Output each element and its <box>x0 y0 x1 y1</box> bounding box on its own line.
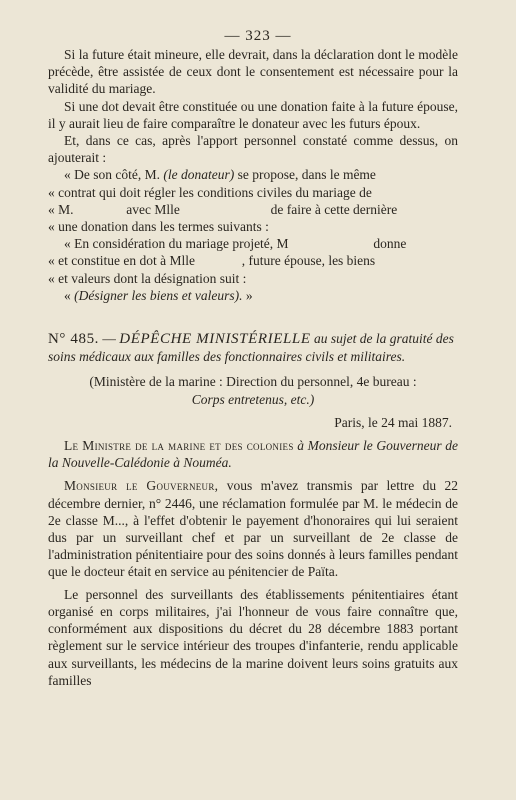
donation-formula <box>48 166 458 304</box>
formula-text: donne <box>373 236 407 252</box>
formula-text: « <box>64 287 71 303</box>
paragraph: Si la future était mineure, elle devrait, dans la déclaration dont le modèle précède, être assistée de ceux dont le consentement est nécessaire pour la validité du mariage. <box>48 47 458 97</box>
formula-line: « contrat qui doit régler les conditions civiles du mariage de <box>48 184 372 200</box>
letter-salutation: Monsieur le Gouverneur, <box>64 478 219 494</box>
formula-text: se propose, dans le même <box>237 167 376 183</box>
formula-italic: (le donateur) <box>163 167 235 183</box>
letter-text: vous m'avez transmis par lettre du 22 décembre dernier, n° 2446, une réclamation formulée par M. le médecin de 2e classe M..., à l'effet d'obtenir le payement d'honoraires qui lui seraient dus par un surveillant chef et par un surveillant de 2e classe de l'administration pénitentiaire pour des soins donnés à leurs familles pendant que le docteur était en service au pénitencier de Païta. <box>48 478 458 580</box>
section-heading <box>48 330 458 365</box>
paragraph: Si une dot devait être constituée ou une donation faite à la future épouse, il y aurait lieu de faire comparaître le donateur avec les futurs époux. <box>48 98 458 131</box>
formula-text: « M. <box>48 201 74 217</box>
letter-paragraph <box>48 477 458 580</box>
section-title: DÉPÊCHE MINISTÉRIELLE <box>119 331 311 348</box>
section-source: (Ministère de la marine : Direction du personnel, 4e bureau : <box>89 374 417 390</box>
dateline: Paris, le 24 mai 1887. <box>334 414 452 430</box>
section-source-detail: Corps entretenus, etc.) <box>191 391 315 407</box>
formula-line: « une donation dans les termes suivants : <box>48 219 269 235</box>
section-number: N° 485. <box>48 331 100 348</box>
section-subtitle: au sujet de la gratuité des soins médicaux aux familles des fonctionnaires civils et militaires. <box>48 331 454 365</box>
formula-italic: (Désigner les biens et valeurs). <box>74 287 243 303</box>
formula-text: « et constitue en dot à Mlle <box>48 253 195 269</box>
formula-text: avec Mlle <box>126 201 180 217</box>
formula-text: » <box>245 287 253 303</box>
formula-text: « De son côté, M. <box>64 167 160 183</box>
formula-line <box>48 166 458 183</box>
page-number: — 323 — <box>224 28 292 44</box>
formula-line <box>48 252 458 269</box>
address-sender: Le Ministre de la marine et des colonies <box>64 438 294 454</box>
letter-paragraph: Le personnel des surveillants des établissements pénitentiaires étant organisé en corps militaires, j'ai l'honneur de vous faire connaître que, conformément aux dispositions du décret du 28 décembre 1883 portant règlement sur le service intérieur des troupes d'infanterie, rendu applicable aux surveillants, les médecins de la marine doivent leurs soins gratuits aux familles <box>48 586 458 688</box>
address <box>48 437 458 471</box>
formula-line <box>48 201 458 218</box>
section-dash: — <box>102 331 116 347</box>
paragraph: Et, dans ce cas, après l'apport personnel constaté comme dessus, on ajouterait : <box>48 133 458 166</box>
page-body <box>48 46 458 689</box>
address-recipient: à Monsieur le Gouverneur de la Nouvelle-Calédonie à Nouméa. <box>48 438 459 471</box>
formula-text: , future épouse, les biens <box>241 253 376 269</box>
formula-line: « et valeurs dont la désignation suit : <box>48 270 247 286</box>
formula-text: « En considération du mariage projeté, M <box>64 236 289 252</box>
formula-line <box>48 287 458 304</box>
formula-line <box>48 235 458 252</box>
formula-text: de faire à cette dernière <box>270 201 398 217</box>
